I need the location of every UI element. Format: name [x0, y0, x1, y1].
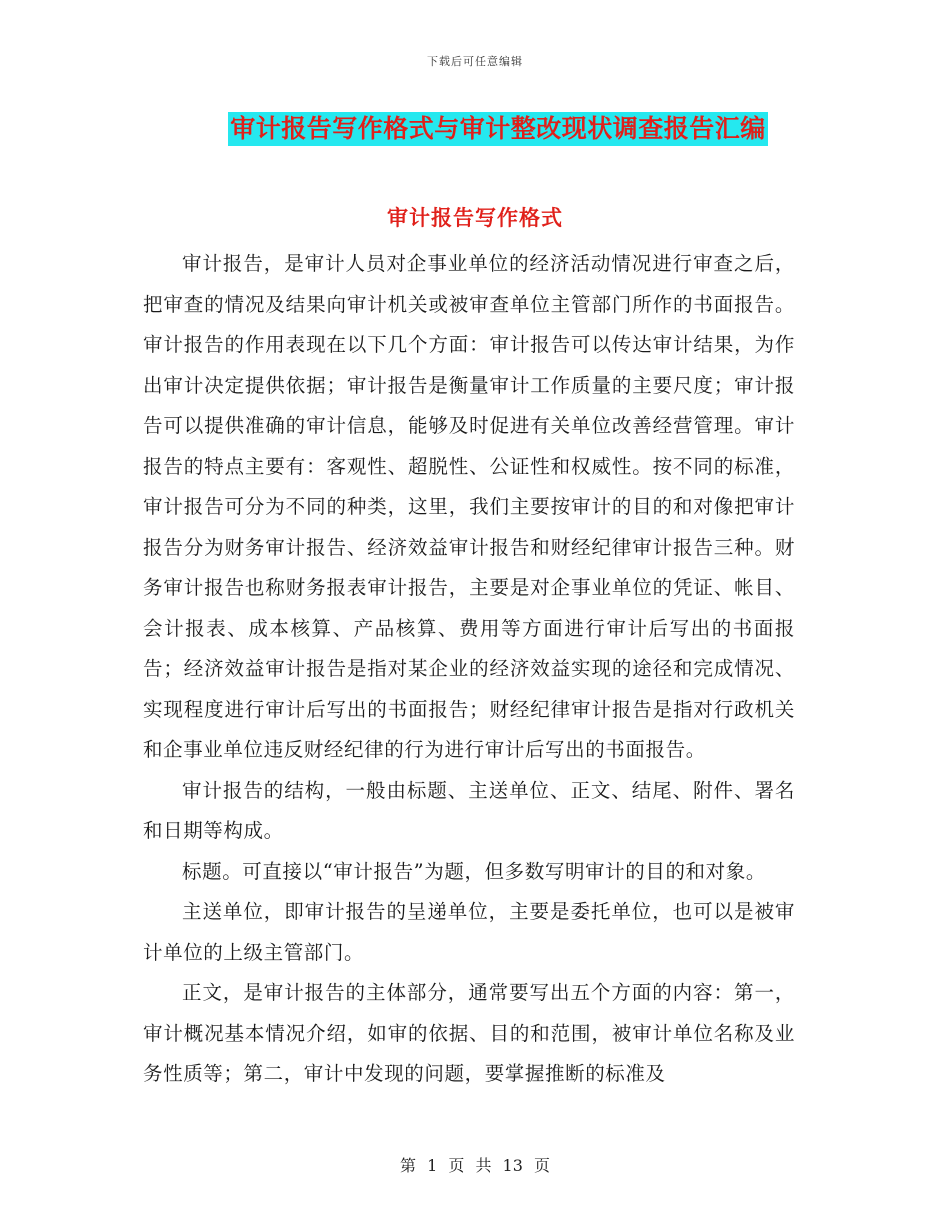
document-body — [143, 244, 795, 1095]
paragraph-intro: 审计报告，是审计人员对企事业单位的经济活动情况进行审查之后，把审查的情况及结果向审计机关或被审查单位主管部门所作的书面报告。审计报告的作用表现在以下几个方面：审计报告可以传达审计结果，为作出审计决定提供依据；审计报告是衡量审计工作质量的主要尺度；审计报告可以提供准确的审计信息，能够及时促进有关单位改善经营管理。审计报告的特点主要有：客观性、超脱性、公证性和权威性。按不同的标准，审计报告可分为不同的种类，这里，我们主要按审计的目的和对像把审计报告分为财务审计报告、经济效益审计报告和财经纪律审计报告三种。财务审计报告也称财务报表审计报告，主要是对企事业单位的凭证、帐目、会计报表、成本核算、产品核算、费用等方面进行审计后写出的书面报告；经济效益审计报告是指对某企业的经济效益实现的途径和完成情况、实现程度进行审计后写出的书面报告；财经纪律审计报告是指对行政机关和企事业单位违反财经纪律的行为进行审计后写出的书面报告。 — [143, 252, 795, 761]
header-note: 下载后可任意编辑 — [427, 55, 523, 68]
document-title-container — [0, 112, 950, 146]
page-footer: 第 1 页 共 13 页 — [400, 1156, 550, 1175]
section-title: 审计报告写作格式 — [387, 206, 563, 230]
paragraph-body: 正文，是审计报告的主体部分，通常要写出五个方面的内容：第一，审计概况基本情况介绍，如审的依据、目的和范围，被审计单位名称及业务性质等；第二，审计中发现的问题，要掌握推断的标准及 — [143, 981, 795, 1085]
paragraph-recipient: 主送单位，即审计报告的呈递单位，主要是委托单位，也可以是被审计单位的上级主管部门。 — [143, 900, 795, 964]
document-title: 审计报告写作格式与审计整改现状调查报告汇编 — [228, 112, 768, 146]
paragraph-structure: 审计报告的结构，一般由标题、主送单位、正文、结尾、附件、署名和日期等构成。 — [143, 778, 795, 842]
paragraph-title: 标题。可直接以“审计报告”为题，但多数写明审计的目的和对象。 — [182, 859, 766, 883]
